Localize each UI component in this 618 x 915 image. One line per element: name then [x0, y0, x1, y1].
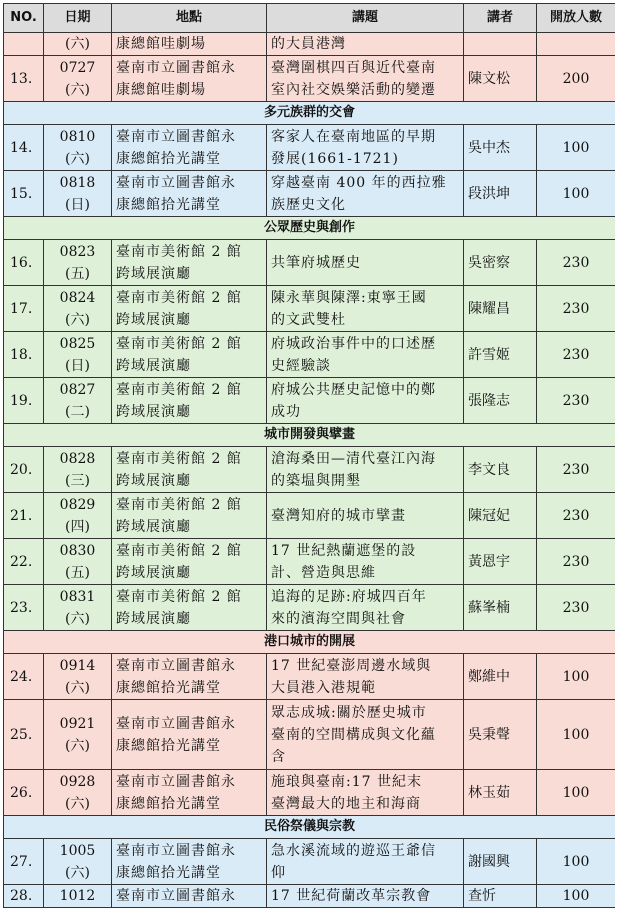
row-number: 25. — [4, 700, 44, 770]
row-date-line: 0921 — [59, 715, 96, 732]
row-date-line: (日) — [65, 196, 90, 213]
row-topic — [267, 493, 464, 539]
row-place-line: 臺南市立圖書館永 — [116, 59, 236, 76]
row-topic-line: 族歷史文化 — [271, 196, 346, 213]
row-place-line: 康總館拾光講堂 — [116, 737, 221, 754]
row-place — [112, 839, 267, 885]
section-header-row — [4, 217, 616, 240]
row-place — [112, 770, 267, 816]
row-place-line: 臺南市美術館 2 館 — [116, 496, 242, 513]
table-row — [4, 885, 616, 908]
row-topic-line: 來的濱海空間與社會 — [271, 610, 406, 627]
row-place-line: 臺南市美術館 2 館 — [116, 542, 242, 559]
row-number: 19. — [4, 378, 44, 424]
col-header-count: 開放人數 — [537, 4, 616, 33]
row-date-line: 1012 — [59, 888, 96, 904]
row-number — [4, 33, 44, 56]
row-date — [44, 33, 112, 56]
schedule-body — [4, 33, 616, 908]
row-date — [44, 654, 112, 700]
row-place-line: 康總館哇劇場 — [116, 36, 206, 52]
row-capacity: 230 — [537, 240, 616, 286]
row-place — [112, 56, 267, 102]
row-place-line: 康總館哇劇場 — [116, 81, 206, 98]
section-title: 公眾歷史與創作 — [4, 217, 616, 240]
row-date-line: 0914 — [59, 657, 96, 674]
row-topic-line: 臺灣最大的地主和海商 — [271, 795, 421, 812]
lecture-schedule — [3, 3, 615, 911]
row-number: 15. — [4, 171, 44, 217]
row-topic-line: 追海的足跡:府城四百年 — [271, 588, 427, 605]
row-topic-line: 17 世紀荷蘭改革宗教會 — [271, 888, 432, 904]
row-date-line: (六) — [65, 737, 90, 754]
row-date-line: 0825 — [59, 335, 96, 352]
row-speaker: 李文良 — [464, 447, 537, 493]
row-speaker: 謝國興 — [464, 839, 537, 885]
row-topic-line: 史經驗談 — [271, 357, 331, 374]
row-capacity: 230 — [537, 378, 616, 424]
row-date — [44, 125, 112, 171]
row-date — [44, 378, 112, 424]
row-topic — [267, 332, 464, 378]
row-number: 23. — [4, 585, 44, 631]
row-place-line: 跨域展演廳 — [116, 311, 191, 328]
row-place — [112, 447, 267, 493]
row-speaker: 蘇峯楠 — [464, 585, 537, 631]
row-capacity: 100 — [537, 839, 616, 885]
row-topic-line: 含 — [271, 748, 286, 765]
row-topic-line: 17 世紀臺澎周邊水域與 — [271, 657, 432, 674]
row-capacity: 230 — [537, 286, 616, 332]
row-date-line: (日) — [65, 357, 90, 374]
table-row — [4, 286, 616, 332]
row-date-line: 1005 — [59, 842, 96, 859]
table-row — [4, 33, 616, 56]
row-topic-line: 臺灣圍棋四百與近代臺南 — [271, 59, 436, 76]
row-topic — [267, 770, 464, 816]
row-date-line: (六) — [65, 81, 90, 98]
row-place — [112, 585, 267, 631]
row-date-line: (三) — [65, 472, 90, 489]
row-date-line: (六) — [65, 150, 90, 167]
row-topic — [267, 378, 464, 424]
row-date-line: (二) — [65, 403, 90, 420]
row-topic-line: 的築塭與開墾 — [271, 472, 361, 489]
row-topic-line: 府城政治事件中的口述歷 — [271, 335, 436, 352]
row-topic-line: 臺南的空間構成與文化蘊 — [271, 726, 436, 743]
table-row — [4, 493, 616, 539]
row-topic-line: 臺灣知府的城市擘畫 — [271, 507, 406, 524]
row-place-line: 臺南市美術館 2 館 — [116, 588, 242, 605]
row-place-line: 跨域展演廳 — [116, 564, 191, 581]
row-date — [44, 56, 112, 102]
row-topic-line: 客家人在臺南地區的早期 — [271, 128, 436, 145]
table-row — [4, 770, 616, 816]
row-speaker: 陳耀昌 — [464, 286, 537, 332]
row-date-line: 0824 — [59, 289, 96, 306]
row-date-line: (六) — [65, 311, 90, 328]
row-speaker: 張隆志 — [464, 378, 537, 424]
row-speaker: 陳文松 — [464, 56, 537, 102]
row-date-line: 0830 — [59, 542, 96, 559]
row-topic-line: 施琅與臺南:17 世紀末 — [271, 773, 422, 790]
row-date — [44, 286, 112, 332]
row-place-line: 跨域展演廳 — [116, 265, 191, 282]
row-date — [44, 493, 112, 539]
row-topic — [267, 171, 464, 217]
row-place-line: 跨域展演廳 — [116, 610, 191, 627]
row-topic-line: 的大員港灣 — [271, 36, 346, 52]
row-place-line: 康總館拾光講堂 — [116, 150, 221, 167]
row-date — [44, 885, 112, 908]
row-place-line: 臺南市美術館 2 館 — [116, 450, 242, 467]
row-speaker: 林玉茹 — [464, 770, 537, 816]
row-topic-line: 17 世紀熱蘭遮堡的設 — [271, 542, 417, 559]
row-topic-line: 穿越臺南 400 年的西拉雅 — [271, 174, 447, 191]
row-speaker: 吳中杰 — [464, 125, 537, 171]
row-date-line: (六) — [65, 36, 90, 52]
row-capacity: 100 — [537, 700, 616, 770]
row-place — [112, 33, 267, 56]
section-header-row — [4, 816, 616, 839]
row-place — [112, 493, 267, 539]
row-topic-line: 室內社交娛樂活動的變遷 — [271, 81, 436, 98]
table-row — [4, 447, 616, 493]
row-topic — [267, 56, 464, 102]
row-date-line: (四) — [65, 518, 90, 535]
row-place — [112, 332, 267, 378]
row-place-line: 臺南市立圖書館永 — [116, 174, 236, 191]
row-capacity: 100 — [537, 654, 616, 700]
row-date-line: (六) — [65, 610, 90, 627]
col-header-speaker: 講者 — [464, 4, 537, 33]
row-date-line: 0818 — [59, 174, 96, 191]
row-date — [44, 171, 112, 217]
row-date-line: (六) — [65, 679, 90, 696]
table-row — [4, 171, 616, 217]
section-title: 多元族群的交會 — [4, 102, 616, 125]
row-topic-line: 仰 — [271, 864, 286, 881]
row-place — [112, 539, 267, 585]
row-place — [112, 654, 267, 700]
row-capacity: 230 — [537, 585, 616, 631]
row-topic-line: 的文武雙杜 — [271, 311, 346, 328]
row-number: 17. — [4, 286, 44, 332]
row-capacity: 100 — [537, 885, 616, 908]
row-topic — [267, 700, 464, 770]
row-topic-line: 眾志成城:關於歷史城市 — [271, 704, 427, 721]
row-speaker: 鄭維中 — [464, 654, 537, 700]
row-topic-line: 發展(1661-1721) — [271, 150, 399, 167]
row-number: 26. — [4, 770, 44, 816]
section-title: 民俗祭儀與宗教 — [4, 816, 616, 839]
row-topic-line: 滄海桑田—清代臺江內海 — [271, 450, 436, 467]
row-place-line: 康總館拾光講堂 — [116, 196, 221, 213]
row-place-line: 跨域展演廳 — [116, 472, 191, 489]
row-date-line: (五) — [65, 564, 90, 581]
row-speaker — [464, 33, 537, 56]
row-topic-line: 府城公共歷史記憶中的鄭 — [271, 381, 436, 398]
table-row — [4, 654, 616, 700]
row-topic-line: 成功 — [271, 403, 301, 420]
row-topic — [267, 125, 464, 171]
table-row — [4, 240, 616, 286]
row-date — [44, 700, 112, 770]
row-date — [44, 539, 112, 585]
row-place-line: 臺南市美術館 2 館 — [116, 381, 242, 398]
table-row — [4, 56, 616, 102]
row-date — [44, 839, 112, 885]
row-place — [112, 378, 267, 424]
row-topic — [267, 885, 464, 908]
row-capacity: 100 — [537, 125, 616, 171]
row-place-line: 跨域展演廳 — [116, 403, 191, 420]
row-place — [112, 700, 267, 770]
row-place — [112, 171, 267, 217]
row-date-line: 0727 — [59, 59, 96, 76]
header-row — [4, 4, 616, 33]
row-place-line: 臺南市立圖書館永 — [116, 657, 236, 674]
row-number: 27. — [4, 839, 44, 885]
row-number: 16. — [4, 240, 44, 286]
row-speaker: 查忻 — [464, 885, 537, 908]
table-row — [4, 378, 616, 424]
section-title: 城市開發與擘畫 — [4, 424, 616, 447]
row-place-line: 康總館拾光講堂 — [116, 795, 221, 812]
row-topic — [267, 585, 464, 631]
row-date-line: 0831 — [59, 588, 96, 605]
row-capacity: 230 — [537, 332, 616, 378]
row-capacity: 100 — [537, 770, 616, 816]
row-place-line: 臺南市立圖書館永 — [116, 715, 236, 732]
section-title: 港口城市的開展 — [4, 631, 616, 654]
row-place — [112, 885, 267, 908]
row-number: 13. — [4, 56, 44, 102]
table-row — [4, 839, 616, 885]
row-date-line: (六) — [65, 864, 90, 881]
row-topic-line: 共筆府城歷史 — [271, 254, 361, 271]
row-date-line: 0928 — [59, 773, 96, 790]
row-place — [112, 240, 267, 286]
col-header-topic: 講題 — [267, 4, 464, 33]
row-topic-line: 大員港入港規範 — [271, 679, 376, 696]
row-number: 14. — [4, 125, 44, 171]
row-speaker: 陳冠妃 — [464, 493, 537, 539]
row-number: 24. — [4, 654, 44, 700]
row-capacity: 200 — [537, 56, 616, 102]
row-place-line: 跨域展演廳 — [116, 518, 191, 535]
row-topic-line: 急水溪流域的遊巡王爺信 — [271, 842, 436, 859]
row-topic — [267, 447, 464, 493]
row-topic — [267, 839, 464, 885]
row-capacity — [537, 33, 616, 56]
row-date — [44, 585, 112, 631]
row-place-line: 康總館拾光講堂 — [116, 679, 221, 696]
row-topic — [267, 654, 464, 700]
row-number: 21. — [4, 493, 44, 539]
row-date-line: 0829 — [59, 496, 96, 513]
row-date-line: (五) — [65, 265, 90, 282]
row-topic — [267, 286, 464, 332]
row-speaker: 黃恩宇 — [464, 539, 537, 585]
row-date-line: 0823 — [59, 243, 96, 260]
row-topic-line: 計、營造與思維 — [271, 564, 376, 581]
row-place-line: 臺南市美術館 2 館 — [116, 243, 242, 260]
row-capacity: 230 — [537, 493, 616, 539]
table-row — [4, 539, 616, 585]
section-header-row — [4, 631, 616, 654]
row-date-line: (六) — [65, 795, 90, 812]
row-place-line: 臺南市立圖書館永 — [116, 888, 236, 904]
row-date — [44, 770, 112, 816]
row-topic — [267, 240, 464, 286]
row-date-line: 0810 — [59, 128, 96, 145]
row-number: 18. — [4, 332, 44, 378]
row-topic — [267, 33, 464, 56]
row-number: 22. — [4, 539, 44, 585]
row-date-line: 0828 — [59, 450, 96, 467]
row-date — [44, 332, 112, 378]
row-place-line: 臺南市立圖書館永 — [116, 773, 236, 790]
section-header-row — [4, 424, 616, 447]
col-header-no: NO. — [4, 4, 44, 33]
row-topic — [267, 539, 464, 585]
row-capacity: 100 — [537, 171, 616, 217]
row-place — [112, 286, 267, 332]
row-date — [44, 447, 112, 493]
section-header-row — [4, 102, 616, 125]
row-date-line: 0827 — [59, 381, 96, 398]
table-row — [4, 332, 616, 378]
row-capacity: 230 — [537, 539, 616, 585]
row-topic-line: 陳永華與陳澤:東寧王國 — [271, 289, 427, 306]
row-place — [112, 125, 267, 171]
row-place-line: 臺南市美術館 2 館 — [116, 335, 242, 352]
row-capacity: 230 — [537, 447, 616, 493]
row-place-line: 臺南市立圖書館永 — [116, 128, 236, 145]
schedule-table — [3, 3, 615, 908]
row-number: 20. — [4, 447, 44, 493]
row-speaker: 吳秉聲 — [464, 700, 537, 770]
row-speaker: 許雪姬 — [464, 332, 537, 378]
row-place-line: 臺南市美術館 2 館 — [116, 289, 242, 306]
row-number: 28. — [4, 885, 44, 908]
row-speaker: 吳密察 — [464, 240, 537, 286]
row-speaker: 段洪坤 — [464, 171, 537, 217]
row-place-line: 跨域展演廳 — [116, 357, 191, 374]
table-row — [4, 585, 616, 631]
row-date — [44, 240, 112, 286]
table-row — [4, 125, 616, 171]
row-place-line: 臺南市立圖書館永 — [116, 842, 236, 859]
table-row — [4, 700, 616, 770]
col-header-place: 地點 — [112, 4, 267, 33]
row-place-line: 康總館拾光講堂 — [116, 864, 221, 881]
col-header-date: 日期 — [44, 4, 112, 33]
